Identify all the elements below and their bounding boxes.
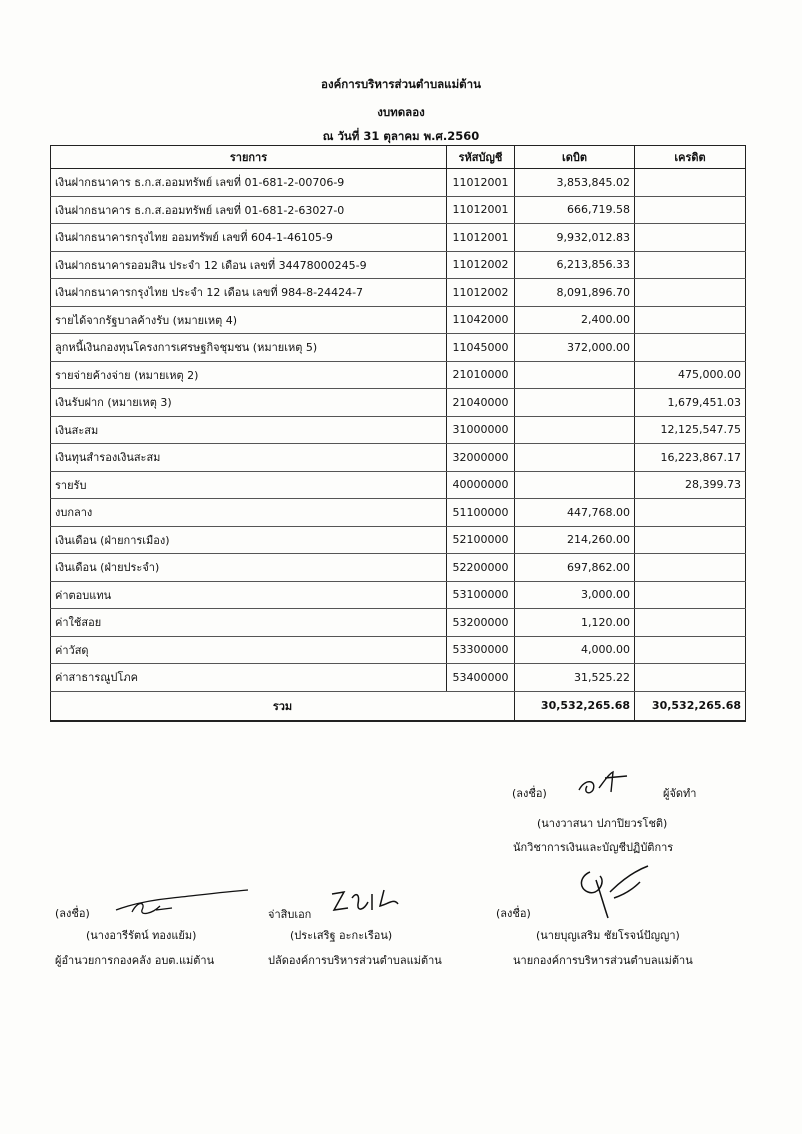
row-item: เงินฝากธนาคารออมสิน ประจำ 12 เดือน เลขที่ 34478000245-9	[51, 251, 447, 279]
row-item: รายรับ	[51, 471, 447, 499]
table-header-row	[51, 146, 746, 169]
row-item: เงินสะสม	[51, 416, 447, 444]
row-credit	[635, 526, 746, 554]
table-row	[51, 444, 746, 472]
row-item: เงินรับฝาก (หมายเหตุ 3)	[51, 389, 447, 417]
row-item: ลูกหนี้เงินกองทุนโครงการเศรษฐกิจชุมชน (หมายเหตุ 5)	[51, 334, 447, 362]
director-name: (นางอารีรัตน์ ทองแย้ม)	[86, 929, 197, 942]
row-credit	[635, 279, 746, 307]
mayor-signature	[570, 862, 660, 924]
row-debit: 6,213,856.33	[515, 251, 635, 279]
trial-balance-table	[50, 145, 746, 722]
row-code: 11012001	[447, 224, 515, 252]
row-debit: 3,853,845.02	[515, 169, 635, 197]
row-debit	[515, 389, 635, 417]
mayor-name: (นายบุญเสริม ชัยโรจน์ปัญญา)	[536, 929, 680, 942]
row-credit	[635, 224, 746, 252]
row-credit: 1,679,451.03	[635, 389, 746, 417]
row-item: เงินฝากธนาคาร ธ.ก.ส.ออมทรัพย์ เลขที่ 01-681-2-63027-0	[51, 196, 447, 224]
row-code: 40000000	[447, 471, 515, 499]
row-debit: 666,719.58	[515, 196, 635, 224]
total-label: รวม	[51, 691, 515, 721]
table-row	[51, 334, 746, 362]
row-code: 53100000	[447, 581, 515, 609]
preparer-role: ผู้จัดทำ	[663, 787, 697, 800]
preparer-name: (นางวาสนา ปภาปิยวรโชติ)	[537, 817, 668, 830]
director-position: ผู้อำนวยการกองคลัง อบต.แม่ต้าน	[55, 954, 215, 967]
table-row	[51, 196, 746, 224]
row-code: 52100000	[447, 526, 515, 554]
table-row	[51, 169, 746, 197]
col-header-credit: เครดิต	[635, 146, 746, 169]
table-row	[51, 609, 746, 637]
deputy-position: ปลัดองค์การบริหารส่วนตำบลแม่ต้าน	[268, 954, 442, 967]
row-debit: 31,525.22	[515, 664, 635, 692]
row-credit	[635, 664, 746, 692]
table-row	[51, 279, 746, 307]
row-code: 11012002	[447, 279, 515, 307]
row-item: เงินฝากธนาคาร ธ.ก.ส.ออมทรัพย์ เลขที่ 01-681-2-00706-9	[51, 169, 447, 197]
row-credit	[635, 196, 746, 224]
row-item: ค่าสาธารณูปโภค	[51, 664, 447, 692]
total-debit: 30,532,265.68	[515, 691, 635, 721]
row-item: ค่าวัสดุ	[51, 636, 447, 664]
document-date: ณ วันที่ 31 ตุลาคม พ.ศ.2560	[322, 129, 480, 143]
row-credit: 28,399.73	[635, 471, 746, 499]
table-row	[51, 251, 746, 279]
table-row	[51, 636, 746, 664]
row-debit: 372,000.00	[515, 334, 635, 362]
row-credit	[635, 334, 746, 362]
row-credit: 12,125,547.75	[635, 416, 746, 444]
document-title: งบทดลอง	[377, 105, 425, 119]
preparer-sign-prefix: (ลงชื่อ)	[512, 787, 547, 800]
row-credit: 475,000.00	[635, 361, 746, 389]
deputy-signature	[328, 884, 418, 918]
row-debit	[515, 471, 635, 499]
row-debit: 9,932,012.83	[515, 224, 635, 252]
row-credit: 16,223,867.17	[635, 444, 746, 472]
row-credit	[635, 251, 746, 279]
table-row	[51, 664, 746, 692]
row-code: 11012001	[447, 196, 515, 224]
row-item: งบกลาง	[51, 499, 447, 527]
row-item: ค่าใช้สอย	[51, 609, 447, 637]
table-row	[51, 581, 746, 609]
row-item: เงินทุนสำรองเงินสะสม	[51, 444, 447, 472]
row-debit	[515, 361, 635, 389]
row-code: 52200000	[447, 554, 515, 582]
deputy-name: (ประเสริฐ อะกะเรือน)	[290, 929, 393, 942]
col-header-debit: เดบิต	[515, 146, 635, 169]
table-row	[51, 526, 746, 554]
director-sign-prefix: (ลงชื่อ)	[55, 907, 90, 920]
row-code: 53200000	[447, 609, 515, 637]
row-code: 11042000	[447, 306, 515, 334]
row-debit: 1,120.00	[515, 609, 635, 637]
row-credit	[635, 581, 746, 609]
org-name: องค์การบริหารส่วนตำบลแม่ต้าน	[321, 77, 481, 91]
row-credit	[635, 169, 746, 197]
table-row	[51, 416, 746, 444]
row-item: เงินเดือน (ฝ่ายประจำ)	[51, 554, 447, 582]
table-row	[51, 306, 746, 334]
row-code: 31000000	[447, 416, 515, 444]
row-item: รายจ่ายค้างจ่าย (หมายเหตุ 2)	[51, 361, 447, 389]
row-item: รายได้จากรัฐบาลค้างรับ (หมายเหตุ 4)	[51, 306, 447, 334]
row-code: 53400000	[447, 664, 515, 692]
row-debit: 214,260.00	[515, 526, 635, 554]
total-row	[51, 691, 746, 721]
row-code: 21010000	[447, 361, 515, 389]
col-header-item: รายการ	[51, 146, 447, 169]
total-credit: 30,532,265.68	[635, 691, 746, 721]
table-row	[51, 361, 746, 389]
row-debit	[515, 444, 635, 472]
row-debit: 447,768.00	[515, 499, 635, 527]
row-item: เงินฝากธนาคารกรุงไทย ออมทรัพย์ เลขที่ 604-1-46105-9	[51, 224, 447, 252]
preparer-signature	[575, 768, 645, 798]
row-credit	[635, 499, 746, 527]
mayor-position: นายกองค์การบริหารส่วนตำบลแม่ต้าน	[513, 954, 693, 967]
preparer-position: นักวิชาการเงินและบัญชีปฏิบัติการ	[513, 841, 674, 854]
row-debit: 3,000.00	[515, 581, 635, 609]
row-credit	[635, 306, 746, 334]
row-code: 11045000	[447, 334, 515, 362]
table-row	[51, 389, 746, 417]
row-item: เงินเดือน (ฝ่ายการเมือง)	[51, 526, 447, 554]
row-code: 21040000	[447, 389, 515, 417]
row-debit: 8,091,896.70	[515, 279, 635, 307]
row-code: 11012001	[447, 169, 515, 197]
table-row	[51, 554, 746, 582]
row-debit	[515, 416, 635, 444]
row-credit	[635, 636, 746, 664]
row-debit: 2,400.00	[515, 306, 635, 334]
table-row	[51, 224, 746, 252]
row-debit: 697,862.00	[515, 554, 635, 582]
col-header-code: รหัสบัญชี	[447, 146, 515, 169]
deputy-prefix: จ่าสิบเอก	[268, 908, 312, 921]
mayor-sign-prefix: (ลงชื่อ)	[496, 907, 531, 920]
row-code: 53300000	[447, 636, 515, 664]
row-item: ค่าตอบแทน	[51, 581, 447, 609]
row-code: 51100000	[447, 499, 515, 527]
row-item: เงินฝากธนาคารกรุงไทย ประจำ 12 เดือน เลขที่ 984-8-24424-7	[51, 279, 447, 307]
director-signature	[112, 886, 252, 920]
row-code: 32000000	[447, 444, 515, 472]
row-debit: 4,000.00	[515, 636, 635, 664]
table-row	[51, 499, 746, 527]
row-credit	[635, 609, 746, 637]
row-code: 11012002	[447, 251, 515, 279]
row-credit	[635, 554, 746, 582]
table-row	[51, 471, 746, 499]
